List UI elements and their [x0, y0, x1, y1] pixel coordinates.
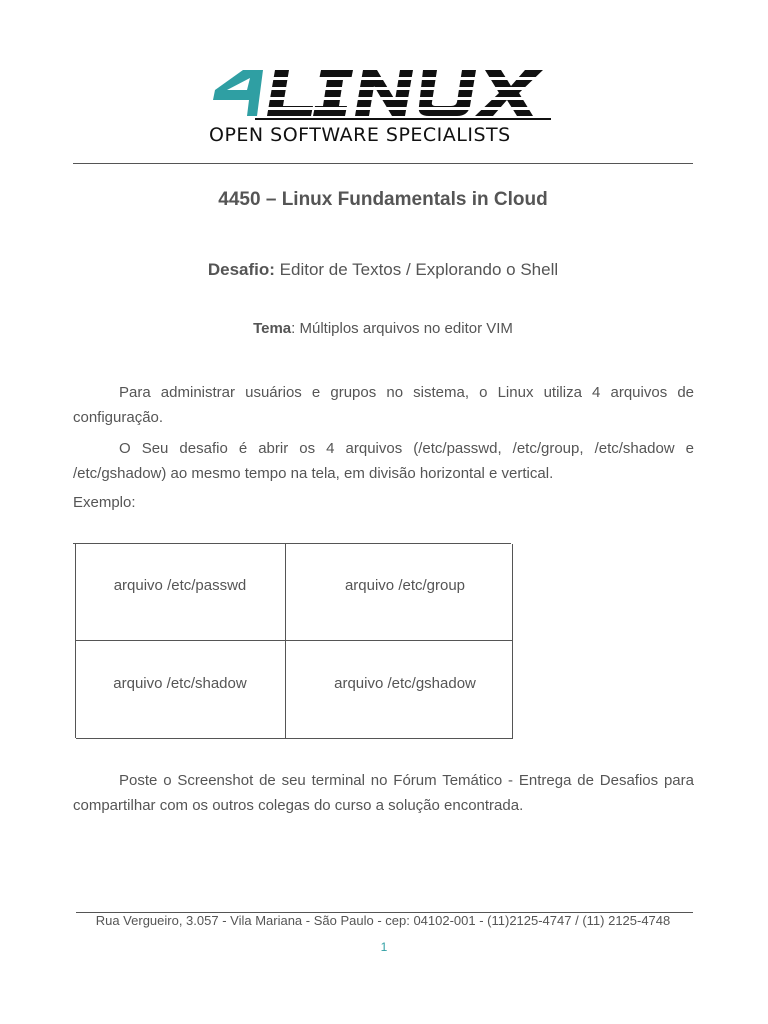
example-label: Exemplo:	[73, 494, 136, 511]
logo-linux-letters	[267, 70, 543, 116]
paragraph-intro-text: Para administrar usuários e grupos no sistema, o Linux utiliza 4 arquivos de configuração.	[73, 384, 694, 426]
course-title: 4450 – Linux Fundamentals in Cloud	[218, 189, 548, 210]
header-divider	[73, 163, 693, 164]
logo-digit-4	[213, 70, 263, 116]
paragraph-challenge	[73, 436, 694, 486]
footer-address: Rua Vergueiro, 3.057 - Vila Mariana - São Paulo - cep: 04102-001 - (11)2125-4747 / (11) 2125-4748	[95, 913, 671, 928]
paragraph-intro	[73, 380, 694, 430]
grid-cell-passwd: arquivo /etc/passwd	[113, 577, 247, 594]
paragraph-submission-text: Poste o Screenshot de seu terminal no Fórum Temático - Entrega de Desafios para compartilhar com os outros colegas do curso a solução encontrada.	[73, 772, 694, 814]
theme-text: : Múltiplos arquivos no editor VIM	[291, 320, 513, 337]
challenge-label: Desafio:	[207, 260, 275, 279]
challenge-text: Editor de Textos / Explorando o Shell	[274, 260, 559, 279]
theme-line	[73, 320, 693, 337]
grid-cell-gshadow: arquivo /etc/gshadow	[334, 675, 476, 692]
page-number: 1	[380, 940, 388, 954]
diagram-grid-lines	[73, 530, 515, 742]
grid-cell-group: arquivo /etc/group	[344, 577, 466, 594]
logo-tagline: OPEN SOFTWARE SPECIALISTS	[209, 124, 511, 146]
split-window-diagram	[73, 530, 515, 742]
company-logo	[205, 66, 565, 150]
paragraph-challenge-text: O Seu desafio é abrir os 4 arquivos (/etc/passwd, /etc/group, /etc/shadow e /etc/gshadow) ao mesmo tempo na tela, em divisão horizontal e vertical.	[73, 440, 694, 482]
paragraph-submission	[73, 768, 694, 818]
challenge-line	[73, 260, 693, 280]
theme-label: Tema	[253, 320, 292, 337]
grid-cell-shadow: arquivo /etc/shadow	[113, 675, 247, 692]
